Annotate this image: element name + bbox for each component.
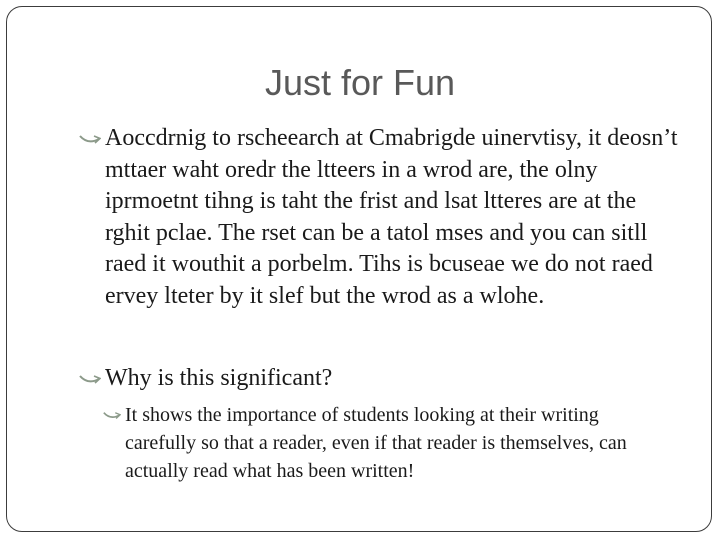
curved-arrow-bullet-icon (79, 123, 105, 155)
bullet-item-1 (79, 123, 679, 312)
bullet-list (7, 7, 713, 533)
slide (6, 6, 712, 532)
sub-bullet-text: It shows the importance of students looking at their writing carefully so that a reader, even if that reader is themselves, can actually read what has been written! (125, 404, 627, 482)
bullet-text: Why is this significant? (105, 365, 333, 391)
curved-arrow-bullet-icon (103, 401, 125, 429)
curved-arrow-bullet-icon (79, 363, 105, 395)
bullet-item-2 (79, 363, 679, 395)
bullet-text: Aoccdrnig to rscheearch at Cmabrigde uinervtisy, it deosn’t mttaer waht oredr the ltteers in a wrod are, the olny iprmoetnt tihng is taht the frist and lsat ltteres are at the rghit pclae. The rset can be a tatol mses and you can sitll raed it wouthit a porbelm. Tihs is bcuseae we do not raed ervey lteter by it slef but the wrod as a wlohe. (105, 125, 678, 309)
slide-title: Just for Fun (264, 62, 456, 103)
sub-bullet-item (103, 401, 663, 485)
